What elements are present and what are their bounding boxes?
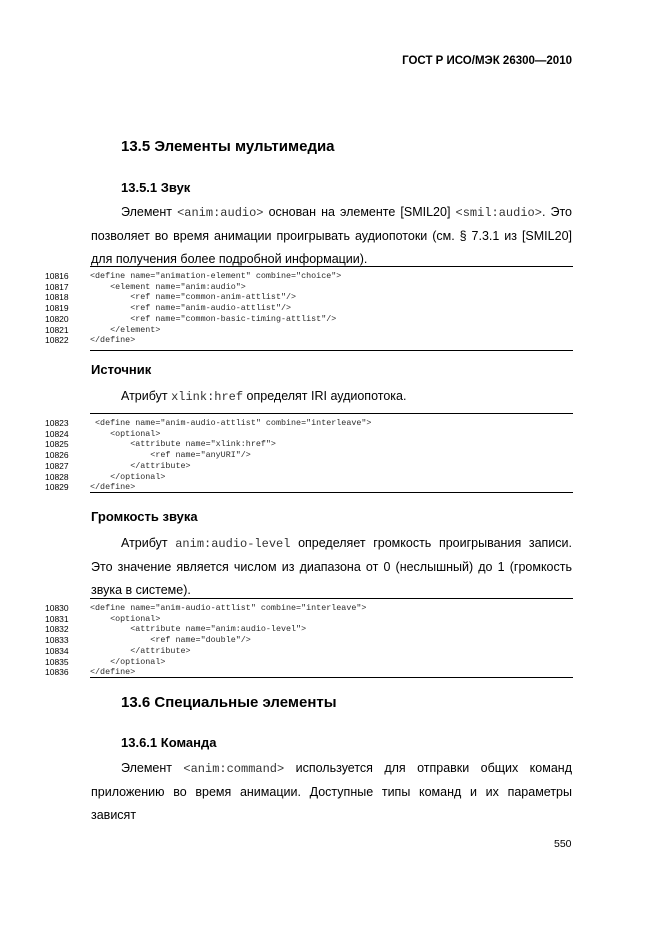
paragraph-xlink-href xyxy=(91,385,572,409)
paragraph-line: звука в системе). xyxy=(91,583,191,597)
code-text: <define name="animation-element" combine="choice"> xyxy=(90,271,342,281)
code-text: </define> xyxy=(90,482,136,493)
code-block-anim-audio-attlist-level xyxy=(45,598,573,680)
line-number: 10824 xyxy=(45,428,69,439)
code-text: </optional> xyxy=(90,471,166,482)
document-header: ГОСТ Р ИСО/МЭК 26300—2010 xyxy=(402,55,572,67)
line-number: 10831 xyxy=(45,613,69,624)
code-text: </optional> xyxy=(90,656,166,667)
code-text: </define> xyxy=(90,335,136,346)
code-text: </element> xyxy=(90,324,161,335)
paragraph-line: Это значение является числом из диапазона от 0 (неслышный) до 1 (громкость xyxy=(91,560,572,574)
inline-code: <anim:audio> xyxy=(177,206,264,220)
code-text: <ref name="common-basic-timing-attlist"/> xyxy=(90,313,337,324)
subsection-title-source: Источник xyxy=(91,362,152,377)
code-text: <ref name="anim-audio-attlist"/> xyxy=(90,303,292,314)
code-block-top-rule xyxy=(90,598,573,599)
paragraph-command xyxy=(91,757,572,827)
code-block-bottom-rule xyxy=(90,677,573,678)
paragraph-audio-intro xyxy=(91,201,572,271)
paragraph-line: Атрибут anim:audio-level определяет громкость проигрывания записи. xyxy=(121,536,572,551)
code-text: <define name="anim-audio-attlist" combine="interleave"> xyxy=(90,418,372,428)
code-text: </attribute> xyxy=(90,460,191,471)
line-number: 10828 xyxy=(45,471,69,482)
inline-code: <anim:command> xyxy=(183,762,285,776)
code-text: <attribute name="anim:audio-level"> xyxy=(90,624,307,635)
line-number: 10833 xyxy=(45,635,69,646)
line-number: 10818 xyxy=(45,292,69,303)
code-text: <define name="anim-audio-attlist" combine="interleave"> xyxy=(90,603,367,613)
paragraph-line: Атрибут xlink:href определят IRI аудиопотока. xyxy=(121,389,407,404)
line-number: 10821 xyxy=(45,324,69,335)
paragraph-line: приложению во время анимации. Доступные типы команд и их параметры зависят xyxy=(91,785,572,822)
code-block-bottom-rule xyxy=(90,492,573,493)
code-text: <optional> xyxy=(90,428,161,439)
code-text: <attribute name="xlink:href"> xyxy=(90,439,276,450)
page-number: 550 xyxy=(554,838,572,850)
inline-code: <smil:audio> xyxy=(455,206,542,220)
line-number: 10823 xyxy=(45,418,69,428)
code-text: <optional> xyxy=(90,613,161,624)
code-block-top-rule xyxy=(90,266,573,267)
line-number: 10817 xyxy=(45,281,69,292)
code-text: <ref name="anyURI"/> xyxy=(90,450,251,461)
paragraph-line: для получения более подробной информации). xyxy=(91,252,368,266)
line-number: 10816 xyxy=(45,271,69,281)
line-number: 10822 xyxy=(45,335,69,346)
paragraph-line: Элемент <anim:audio> основан на элементе [SMIL20] <smil:audio>. Это xyxy=(121,205,573,220)
section-title-13-5-1: 13.5.1 Звук xyxy=(121,180,191,195)
line-number: 10827 xyxy=(45,460,69,471)
line-number: 10819 xyxy=(45,303,69,314)
section-title-13-6-1: 13.6.1 Команда xyxy=(121,735,217,750)
code-text: <element name="anim:audio"> xyxy=(90,281,246,292)
paragraph-line: Элемент <anim:command> используется для отправки общих команд xyxy=(121,761,572,776)
line-number: 10829 xyxy=(45,482,69,493)
paragraph-line: позволяет во время анимации проигрывать аудиопотоки (см. § 7.3.1 из [SMIL20] xyxy=(91,229,572,243)
line-number: 10832 xyxy=(45,624,69,635)
code-block-animation-element xyxy=(45,266,573,354)
code-block-anim-audio-attlist-href xyxy=(45,413,573,495)
paragraph-audio-level xyxy=(91,532,572,602)
section-title-13-6: 13.6 Специальные элементы xyxy=(121,694,337,711)
code-text: <ref name="double"/> xyxy=(90,635,251,646)
line-number: 10825 xyxy=(45,439,69,450)
line-number: 10820 xyxy=(45,313,69,324)
code-block-bottom-rule xyxy=(90,350,573,351)
line-number: 10836 xyxy=(45,667,69,678)
code-text: </define> xyxy=(90,667,136,678)
line-number: 10834 xyxy=(45,645,69,656)
code-block-top-rule xyxy=(90,413,573,414)
code-text: </attribute> xyxy=(90,645,191,656)
line-number: 10835 xyxy=(45,656,69,667)
line-number: 10830 xyxy=(45,603,69,613)
line-number: 10826 xyxy=(45,450,69,461)
code-text: <ref name="common-anim-attlist"/> xyxy=(90,292,297,303)
subsection-title-volume: Громкость звука xyxy=(91,509,198,524)
inline-code: anim:audio-level xyxy=(175,537,291,551)
section-title-13-5: 13.5 Элементы мультимедиа xyxy=(121,138,335,155)
inline-code: xlink:href xyxy=(171,390,244,404)
